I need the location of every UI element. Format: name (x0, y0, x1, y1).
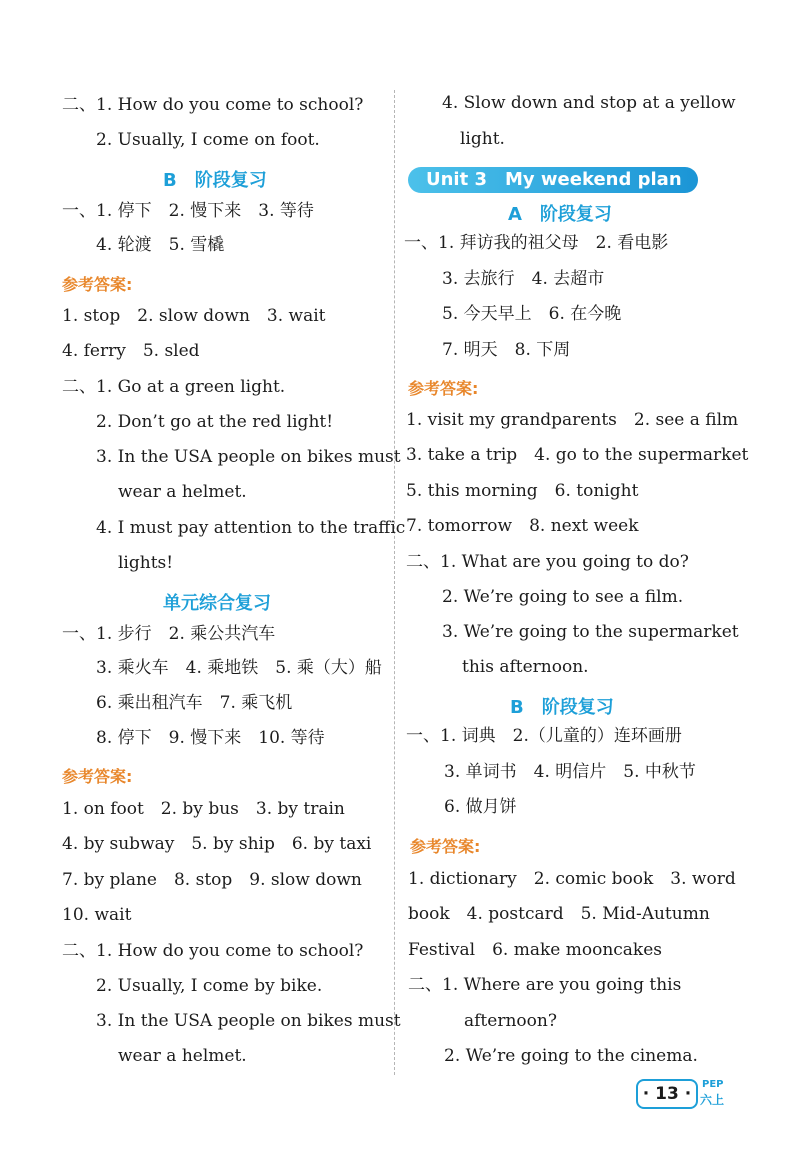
answer-line: 3. take a trip 4. go to the supermarket (406, 445, 749, 465)
section-one-line: 一、1. 词典 2.（儿童的）连环画册 (406, 726, 682, 746)
section-one-line: 6. 乘出租汽车 7. 乘飞机 (96, 693, 293, 713)
page-number: · 13 · (642, 1084, 692, 1104)
answer-line: 2. Don’t go at the red light! (96, 412, 334, 432)
section-heading-b-review: B 阶段复习 (510, 697, 614, 718)
section-two-q1: 二、1. How do you come to school? (62, 95, 364, 115)
section-one-line: 一、1. 拜访我的祖父母 2. 看电影 (404, 233, 669, 253)
answer-line: 2. Usually, I come by bike. (96, 976, 323, 996)
section-one-line: 4. 轮渡 5. 雪橇 (96, 235, 225, 255)
answer-line-continued: wear a helmet. (118, 1046, 247, 1066)
answer-line-continued: afternoon? (464, 1011, 557, 1031)
answer-line: 4. by subway 5. by ship 6. by taxi (62, 834, 372, 854)
section-one-line: 8. 停下 9. 慢下来 10. 等待 (96, 728, 325, 748)
answer-line: 10. wait (62, 905, 132, 925)
answer-line: 2. We’re going to see a film. (442, 587, 684, 607)
section-one-line: 3. 单词书 4. 明信片 5. 中秋节 (444, 762, 696, 782)
unit-title: Unit 3 My weekend plan (426, 169, 682, 190)
reference-answer-label: 参考答案: (408, 379, 479, 398)
answer-line: 4. ferry 5. sled (62, 341, 200, 361)
section-one-line: 3. 去旅行 4. 去超市 (442, 269, 605, 289)
answer-line: 4. I must pay attention to the traffic (96, 518, 406, 538)
section-one-line: 6. 做月饼 (444, 797, 517, 817)
answer-line: Festival 6. make mooncakes (408, 940, 663, 960)
section-two-q1: 二、1. How do you come to school? (62, 941, 364, 961)
section-heading-b-review: B 阶段复习 (163, 170, 267, 191)
column-divider (394, 90, 395, 1075)
section-one-line: 5. 今天早上 6. 在今晚 (442, 304, 622, 324)
answer-line: book 4. postcard 5. Mid-Autumn (408, 904, 710, 924)
answer-line: 1. dictionary 2. comic book 3. word (408, 869, 736, 889)
series-tag: PEP (702, 1079, 724, 1090)
reference-answer-label: 参考答案: (62, 767, 133, 786)
reference-answer-label: 参考答案: (410, 837, 481, 856)
answer-line: 1. on foot 2. by bus 3. by train (62, 799, 345, 819)
answer-line: 4. Slow down and stop at a yellow (442, 93, 736, 113)
answer-line: 3. In the USA people on bikes must (96, 447, 401, 467)
section-one-line: 3. 乘火车 4. 乘地铁 5. 乘（大）船 (96, 658, 382, 678)
answer-line-continued: lights! (118, 553, 174, 573)
answer-line: 7. by plane 8. stop 9. slow down (62, 870, 362, 890)
reference-answer-label: 参考答案: (62, 275, 133, 294)
unit-title-banner (408, 167, 698, 193)
section-one-line: 一、1. 步行 2. 乘公共汽车 (62, 624, 276, 644)
answer-line-continued: light. (460, 129, 505, 149)
answer-line-continued: wear a helmet. (118, 482, 247, 502)
answer-line: 5. this morning 6. tonight (406, 481, 639, 501)
section-heading-a-review: A 阶段复习 (508, 204, 612, 225)
section-two-q1: 二、1. Go at a green light. (62, 377, 286, 397)
answer-line: 1. stop 2. slow down 3. wait (62, 306, 326, 326)
section-heading-unit-review: 单元综合复习 (163, 593, 271, 614)
section-two-q1: 二、1. Where are you going this (408, 975, 682, 995)
answer-line: 1. visit my grandparents 2. see a film (406, 410, 739, 430)
grade-tag: 六上 (700, 1093, 725, 1107)
answer-line-continued: this afternoon. (462, 657, 589, 677)
page-number-badge (636, 1079, 698, 1109)
section-two-q1: 二、1. What are you going to do? (406, 552, 689, 572)
answer-line: 3. We’re going to the supermarket (442, 622, 739, 642)
answer-line: 7. tomorrow 8. next week (406, 516, 639, 536)
section-one-line: 7. 明天 8. 下周 (442, 340, 571, 360)
section-one-line: 一、1. 停下 2. 慢下来 3. 等待 (62, 201, 314, 221)
answer-line: 2. We’re going to the cinema. (444, 1046, 698, 1066)
answer-line: 2. Usually, I come on foot. (96, 130, 320, 150)
answer-line: 3. In the USA people on bikes must (96, 1011, 401, 1031)
